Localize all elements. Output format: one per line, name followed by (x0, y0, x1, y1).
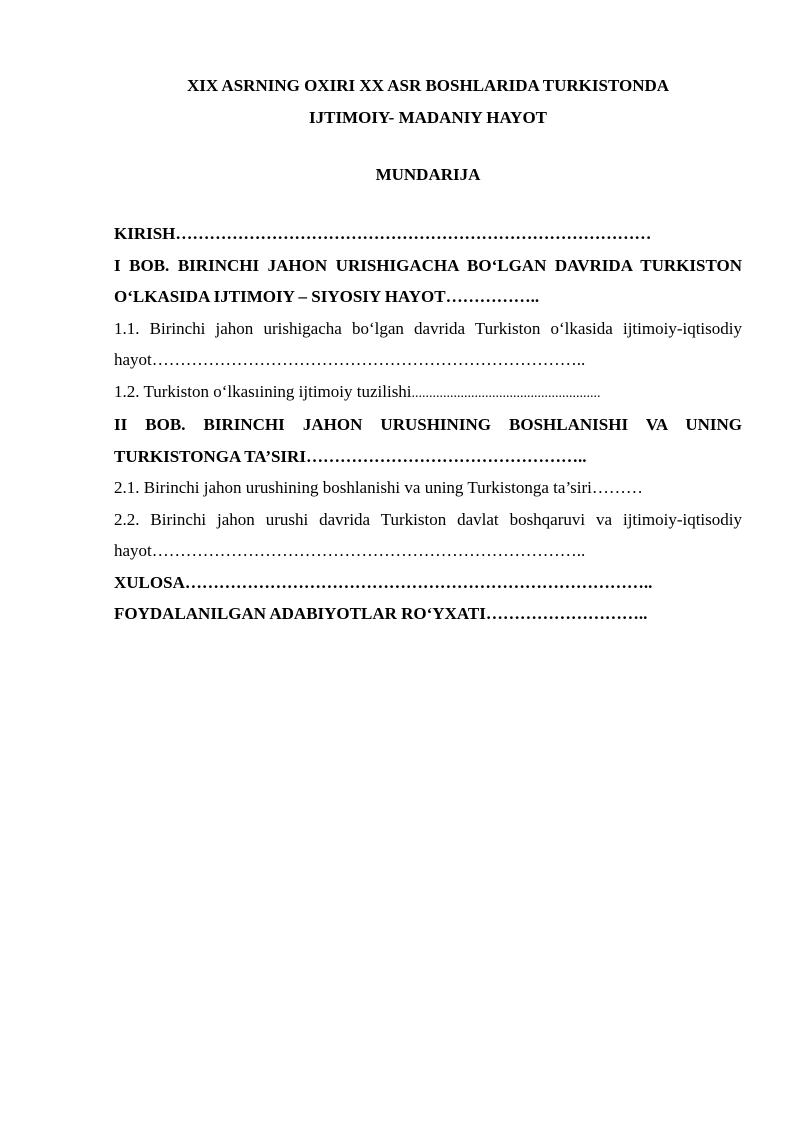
toc-item-leader: ………………………………………………………………………… (175, 224, 652, 243)
toc-item-references (114, 598, 742, 630)
toc-item-label: 1.2. Turkiston o‘lkasıining ijtimoiy tuzilishi (114, 381, 412, 401)
toc-item-section-2-1 (114, 472, 742, 504)
toc-item-section-1-2 (114, 376, 742, 410)
toc-item-leader: ……………………………………………………………………….. (184, 572, 653, 592)
toc-item-label: 2.2. Birinchi jahon urushi davrida Turkiston davlat boshqaruvi va ijtimoiy-iqtisodiy hayot (114, 509, 742, 560)
toc-item-chapter-2 (114, 409, 742, 472)
toc-item-leader: ………………………………………………………………….. (151, 541, 586, 560)
document-page (114, 70, 742, 630)
toc-item-label: XULOSA (114, 572, 185, 592)
toc-item-label: 1.1. Birinchi jahon urishigacha bo‘lgan davrida Turkiston o‘lkasida ijtimoiy-iqtisodiy hayot (114, 318, 742, 369)
toc-item-kirish (114, 218, 742, 250)
toc-item-leader: ……… (591, 478, 643, 497)
toc-item-label: KIRISH (114, 224, 176, 243)
title-line-2: IJTIMOIY- MADANIY HAYOT (308, 108, 548, 127)
toc-item-leader: ...................................................... (411, 385, 601, 401)
toc-item-section-2-2 (114, 504, 742, 567)
table-of-contents (114, 218, 742, 630)
title-line-1: XIX ASRNING OXIRI XX ASR BOSHLARIDA TURKISTONDA (186, 76, 670, 95)
toc-item-chapter-1 (114, 250, 742, 313)
toc-item-label: I BOB. BIRINCHI JAHON URISHIGACHA BO‘LGAN DAVRIDA TURKISTON O‘LKASIDA IJTIMOIY – SIYOSIY HAYOT (114, 255, 742, 306)
toc-item-xulosa (114, 567, 742, 599)
document-title (114, 70, 742, 134)
toc-item-label: FOYDALANILGAN ADABIYOTLAR RO‘YXATI (114, 604, 486, 623)
toc-item-leader: ………………………………………………………………….. (151, 350, 586, 369)
toc-item-label: 2.1. Birinchi jahon urushining boshlanishi va uning Turkistonga ta’siri (114, 478, 592, 497)
toc-item-leader: ………………………………………….. (305, 446, 587, 466)
contents-heading: MUNDARIJA (375, 165, 481, 184)
toc-item-leader: ……………………….. (485, 604, 648, 623)
toc-item-leader: …………….. (445, 287, 540, 306)
toc-item-label: II BOB. BIRINCHI JAHON URUSHINING BOSHLANISHI VA UNING TURKISTONGA TA’SIRI (114, 415, 742, 466)
toc-item-section-1-1 (114, 313, 742, 376)
